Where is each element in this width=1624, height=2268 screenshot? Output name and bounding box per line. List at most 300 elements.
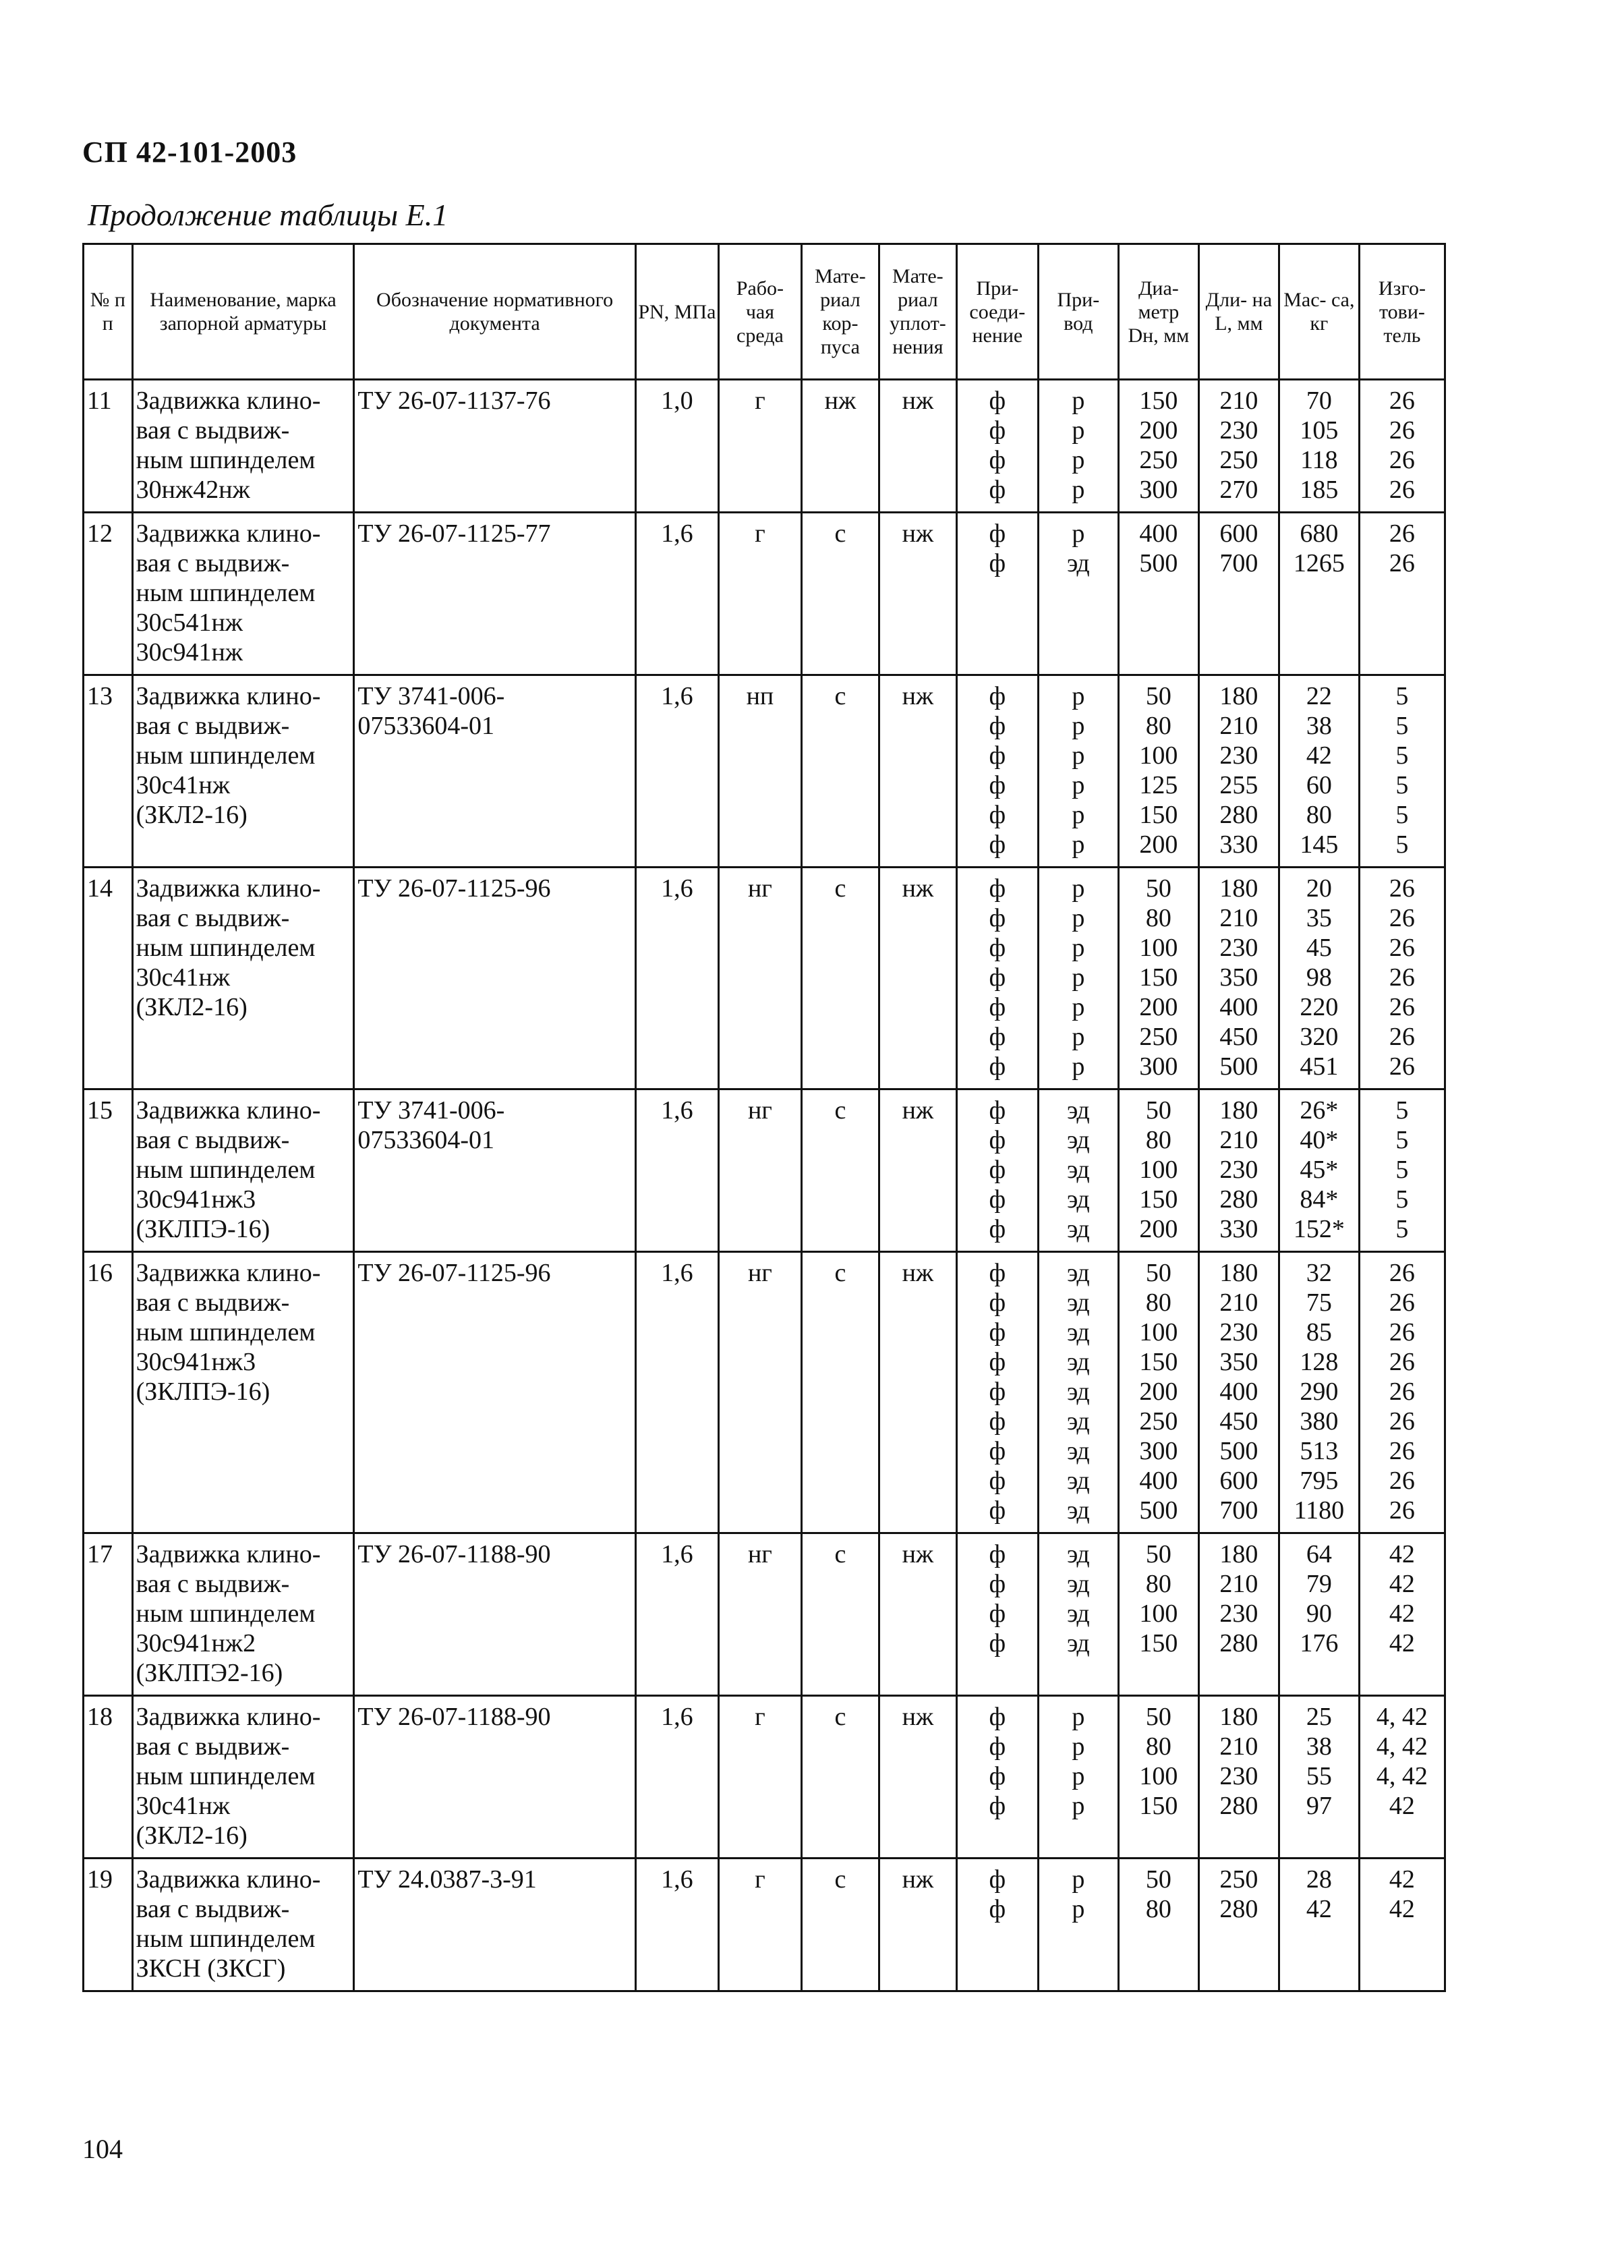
cell-drive-line: р xyxy=(1072,1023,1085,1051)
cell-doc xyxy=(354,1252,636,1533)
cell-len-line: 450 xyxy=(1219,1023,1258,1051)
col-header-body: Мате- риал кор- пуса xyxy=(801,244,879,380)
cell-mfr-line: 26 xyxy=(1389,1052,1415,1081)
cell-no: 19 xyxy=(84,1859,133,1991)
cell-len-line: 700 xyxy=(1219,1496,1258,1525)
cell-name-line: Задвижка клино- xyxy=(136,1259,321,1287)
cell-len-line: 230 xyxy=(1219,1156,1258,1184)
cell-dn xyxy=(1118,380,1198,513)
cell-len xyxy=(1198,1696,1279,1859)
cell-len xyxy=(1198,513,1279,675)
cell-name-line: ным шпинделем xyxy=(136,934,316,962)
cell-mass xyxy=(1279,868,1359,1089)
cell-name-line: (ЗКЛПЭ-16) xyxy=(136,1378,270,1406)
cell-drive-line: р xyxy=(1072,963,1085,992)
cell-mass-line: 1265 xyxy=(1293,549,1345,577)
cell-drive-line: эд xyxy=(1067,1467,1090,1495)
cell-conn-line: ф xyxy=(989,830,1006,859)
cell-mass xyxy=(1279,1089,1359,1252)
cell-mfr xyxy=(1359,1696,1445,1859)
cell-name-line: Задвижка клино- xyxy=(136,1540,321,1568)
cell-mfr-line: 42 xyxy=(1389,1570,1415,1598)
cell-mass-line: 220 xyxy=(1300,993,1339,1021)
cell-mass xyxy=(1279,675,1359,868)
cell-conn-line: ф xyxy=(989,1126,1006,1154)
cell-conn-line: ф xyxy=(989,1599,1006,1628)
cell-drive xyxy=(1038,1252,1118,1533)
cell-seal: нж xyxy=(879,868,956,1089)
cell-doc xyxy=(354,1089,636,1252)
cell-mass-line: 20 xyxy=(1306,874,1332,903)
cell-mfr-line: 5 xyxy=(1395,1185,1409,1214)
cell-body: с xyxy=(801,868,879,1089)
cell-name xyxy=(132,1859,354,1991)
cell-body: с xyxy=(801,1089,879,1252)
cell-len-line: 250 xyxy=(1219,446,1258,474)
cell-mfr-line: 26 xyxy=(1389,993,1415,1021)
cell-mfr xyxy=(1359,868,1445,1089)
cell-mass xyxy=(1279,1859,1359,1991)
cell-name-line: Задвижка клино- xyxy=(136,1096,321,1125)
cell-name-line: 30с941нж3 xyxy=(136,1348,256,1376)
cell-dn-line: 150 xyxy=(1139,1629,1178,1657)
cell-len-line: 280 xyxy=(1219,1792,1258,1820)
cell-conn-line: ф xyxy=(989,1156,1006,1184)
cell-mass-line: 64 xyxy=(1306,1540,1332,1568)
cell-mass-line: 60 xyxy=(1306,771,1332,799)
cell-pn: 1,6 xyxy=(635,1533,718,1696)
cell-mfr-line: 26 xyxy=(1389,1318,1415,1346)
cell-name xyxy=(132,513,354,675)
cell-len xyxy=(1198,675,1279,868)
cell-mass-line: 451 xyxy=(1300,1052,1339,1081)
cell-mfr-line: 42 xyxy=(1389,1895,1415,1923)
cell-mfr-line: 5 xyxy=(1395,1156,1409,1184)
cell-drive-line: эд xyxy=(1067,1096,1090,1125)
cell-dn-line: 200 xyxy=(1139,1215,1178,1243)
cell-drive-line: эд xyxy=(1067,1540,1090,1568)
cell-name xyxy=(132,1089,354,1252)
cell-drive-line: эд xyxy=(1067,1215,1090,1243)
cell-mass xyxy=(1279,513,1359,675)
cell-len-line: 255 xyxy=(1219,771,1258,799)
cell-drive xyxy=(1038,380,1118,513)
cell-conn-line: ф xyxy=(989,1052,1006,1081)
cell-conn-line: ф xyxy=(989,712,1006,740)
cell-dn-line: 100 xyxy=(1139,1599,1178,1628)
cell-doc-line: ТУ 26-07-1125-77 xyxy=(357,519,551,548)
cell-dn-line: 300 xyxy=(1139,476,1178,504)
cell-mass-line: 79 xyxy=(1306,1570,1332,1598)
cell-mfr-line: 26 xyxy=(1389,1407,1415,1436)
cell-drive-line: р xyxy=(1072,771,1085,799)
cell-mfr-line: 26 xyxy=(1389,1023,1415,1051)
cell-env: нг xyxy=(718,1533,801,1696)
col-header-no: № п п xyxy=(84,244,133,380)
cell-len-line: 330 xyxy=(1219,830,1258,859)
cell-pn: 1,6 xyxy=(635,1696,718,1859)
cell-dn-line: 400 xyxy=(1139,519,1178,548)
cell-mass-line: 38 xyxy=(1306,712,1332,740)
cell-drive-line: р xyxy=(1072,712,1085,740)
cell-mfr-line: 4, 42 xyxy=(1376,1703,1428,1731)
cell-mass-line: 97 xyxy=(1306,1792,1332,1820)
cell-name xyxy=(132,380,354,513)
cell-dn-line: 250 xyxy=(1139,1407,1178,1436)
cell-conn-line: ф xyxy=(989,1895,1006,1923)
cell-name-line: ным шпинделем xyxy=(136,1762,316,1790)
cell-mfr-line: 26 xyxy=(1389,1288,1415,1317)
table-header-row xyxy=(84,244,1445,380)
cell-name-line: 30с941нж3 xyxy=(136,1185,256,1214)
cell-mfr-line: 42 xyxy=(1389,1792,1415,1820)
cell-drive-line: эд xyxy=(1067,1437,1090,1465)
cell-mass-line: 145 xyxy=(1300,830,1339,859)
cell-mfr xyxy=(1359,1252,1445,1533)
cell-mfr-line: 5 xyxy=(1395,801,1409,829)
col-header-mass: Мас- са, кг xyxy=(1279,244,1359,380)
cell-name-line: Задвижка клино- xyxy=(136,387,321,415)
cell-name-line: 30с941нж xyxy=(136,638,243,667)
cell-mfr-line: 26 xyxy=(1389,549,1415,577)
cell-mfr-line: 26 xyxy=(1389,387,1415,415)
cell-mass-line: 380 xyxy=(1300,1407,1339,1436)
cell-seal: нж xyxy=(879,1533,956,1696)
cell-drive-line: эд xyxy=(1067,1378,1090,1406)
cell-dn-line: 50 xyxy=(1145,1703,1171,1731)
cell-drive-line: р xyxy=(1072,1732,1085,1761)
cell-seal: нж xyxy=(879,380,956,513)
cell-len-line: 600 xyxy=(1219,1467,1258,1495)
cell-no: 18 xyxy=(84,1696,133,1859)
cell-dn-line: 100 xyxy=(1139,1318,1178,1346)
cell-mfr-line: 26 xyxy=(1389,1437,1415,1465)
cell-mfr-line: 42 xyxy=(1389,1865,1415,1894)
cell-body: с xyxy=(801,675,879,868)
cell-mass-line: 85 xyxy=(1306,1318,1332,1346)
cell-drive-line: р xyxy=(1072,446,1085,474)
cell-body: нж xyxy=(801,380,879,513)
cell-conn-line: ф xyxy=(989,1467,1006,1495)
col-header-len: Дли- на L, мм xyxy=(1198,244,1279,380)
cell-name-line: вая с выдвиж- xyxy=(136,904,290,932)
cell-drive-line: эд xyxy=(1067,1259,1090,1287)
cell-conn-line: ф xyxy=(989,801,1006,829)
cell-drive-line: эд xyxy=(1067,1570,1090,1598)
cell-dn xyxy=(1118,868,1198,1089)
cell-doc-line: ТУ 24.0387-3-91 xyxy=(357,1865,537,1894)
cell-drive-line: эд xyxy=(1067,1185,1090,1214)
cell-mfr-line: 26 xyxy=(1389,416,1415,445)
cell-seal: нж xyxy=(879,1859,956,1991)
cell-conn-line: ф xyxy=(989,1215,1006,1243)
cell-dn-line: 500 xyxy=(1139,1496,1178,1525)
cell-conn-line: ф xyxy=(989,904,1006,932)
cell-doc xyxy=(354,1859,636,1991)
cell-name xyxy=(132,868,354,1089)
cell-mass-line: 40* xyxy=(1300,1126,1339,1154)
cell-name-line: ным шпинделем xyxy=(136,1599,316,1628)
cell-dn-line: 200 xyxy=(1139,416,1178,445)
cell-env: нг xyxy=(718,868,801,1089)
cell-name xyxy=(132,1252,354,1533)
cell-name-line: ным шпинделем xyxy=(136,741,316,770)
cell-name-line: Задвижка клино- xyxy=(136,519,321,548)
cell-mfr xyxy=(1359,1089,1445,1252)
col-header-env: Рабо- чая среда xyxy=(718,244,801,380)
cell-len-line: 230 xyxy=(1219,934,1258,962)
cell-mass-line: 55 xyxy=(1306,1762,1332,1790)
cell-dn-line: 100 xyxy=(1139,1156,1178,1184)
table-row xyxy=(84,1859,1445,1991)
cell-drive-line: р xyxy=(1072,830,1085,859)
cell-name xyxy=(132,675,354,868)
cell-dn-line: 400 xyxy=(1139,1467,1178,1495)
cell-conn-line: ф xyxy=(989,519,1006,548)
cell-conn-line: ф xyxy=(989,993,1006,1021)
cell-dn xyxy=(1118,1859,1198,1991)
cell-len-line: 600 xyxy=(1219,519,1258,548)
cell-dn-line: 200 xyxy=(1139,830,1178,859)
cell-len-line: 280 xyxy=(1219,1629,1258,1657)
cell-doc xyxy=(354,1696,636,1859)
cell-dn-line: 100 xyxy=(1139,741,1178,770)
cell-conn xyxy=(956,1089,1038,1252)
cell-conn-line: ф xyxy=(989,1792,1006,1820)
table-body xyxy=(84,380,1445,1991)
cell-mfr-line: 4, 42 xyxy=(1376,1732,1428,1761)
cell-conn-line: ф xyxy=(989,1288,1006,1317)
cell-drive-line: р xyxy=(1072,1703,1085,1731)
cell-conn xyxy=(956,380,1038,513)
cell-body: с xyxy=(801,1252,879,1533)
cell-drive xyxy=(1038,1533,1118,1696)
cell-pn: 1,6 xyxy=(635,1859,718,1991)
cell-dn-line: 80 xyxy=(1145,904,1171,932)
cell-dn-line: 150 xyxy=(1139,963,1178,992)
cell-drive-line: эд xyxy=(1067,1599,1090,1628)
cell-drive-line: эд xyxy=(1067,1629,1090,1657)
cell-mass-line: 176 xyxy=(1300,1629,1339,1657)
table-caption: Продолжение таблицы Е.1 xyxy=(88,198,448,232)
cell-len-line: 180 xyxy=(1219,1096,1258,1125)
cell-seal: нж xyxy=(879,513,956,675)
cell-name-line: 30с541нж xyxy=(136,608,243,637)
cell-drive-line: эд xyxy=(1067,1318,1090,1346)
cell-mfr-line: 26 xyxy=(1389,934,1415,962)
cell-len-line: 230 xyxy=(1219,741,1258,770)
cell-conn xyxy=(956,675,1038,868)
cell-mass-line: 42 xyxy=(1306,741,1332,770)
cell-len-line: 400 xyxy=(1219,993,1258,1021)
cell-len-line: 280 xyxy=(1219,1185,1258,1214)
cell-len-line: 210 xyxy=(1219,1570,1258,1598)
cell-drive-line: р xyxy=(1072,1792,1085,1820)
cell-name-line: 30с941нж2 xyxy=(136,1629,256,1657)
cell-mass-line: 84* xyxy=(1300,1185,1339,1214)
cell-name-line: вая с выдвиж- xyxy=(136,1732,290,1761)
cell-body: с xyxy=(801,1696,879,1859)
cell-len-line: 180 xyxy=(1219,1540,1258,1568)
cell-name-line: (ЗКЛ2-16) xyxy=(136,993,248,1021)
cell-conn xyxy=(956,1696,1038,1859)
table-row xyxy=(84,1252,1445,1533)
cell-drive-line: р xyxy=(1072,1865,1085,1894)
cell-dn-line: 80 xyxy=(1145,1126,1171,1154)
cell-name-line: Задвижка клино- xyxy=(136,682,321,710)
col-header-doc: Обозначение нормативного документа xyxy=(354,244,636,380)
cell-name-line: Задвижка клино- xyxy=(136,1703,321,1731)
cell-mfr-line: 42 xyxy=(1389,1599,1415,1628)
cell-conn-line: ф xyxy=(989,963,1006,992)
col-header-mfr: Изго- тови- тель xyxy=(1359,244,1445,380)
cell-name-line: вая с выдвиж- xyxy=(136,1288,290,1317)
cell-doc xyxy=(354,675,636,868)
cell-conn xyxy=(956,868,1038,1089)
cell-name-line: вая с выдвиж- xyxy=(136,1895,290,1923)
cell-mfr-line: 26 xyxy=(1389,1467,1415,1495)
cell-dn-line: 500 xyxy=(1139,549,1178,577)
cell-name-line: вая с выдвиж- xyxy=(136,712,290,740)
cell-mfr xyxy=(1359,1533,1445,1696)
cell-doc-line: ТУ 26-07-1137-76 xyxy=(357,387,551,415)
cell-drive-line: эд xyxy=(1067,1348,1090,1376)
cell-conn-line: ф xyxy=(989,1762,1006,1790)
cell-conn-line: ф xyxy=(989,682,1006,710)
cell-mfr-line: 5 xyxy=(1395,1096,1409,1125)
cell-name-line: вая с выдвиж- xyxy=(136,1570,290,1598)
cell-dn-line: 300 xyxy=(1139,1052,1178,1081)
cell-len-line: 700 xyxy=(1219,549,1258,577)
cell-mfr-line: 5 xyxy=(1395,1215,1409,1243)
cell-len-line: 180 xyxy=(1219,874,1258,903)
cell-mass xyxy=(1279,380,1359,513)
col-header-seal: Мате- риал уплот- нения xyxy=(879,244,956,380)
cell-doc-line: ТУ 3741-006- xyxy=(357,682,505,710)
cell-no: 17 xyxy=(84,1533,133,1696)
cell-drive xyxy=(1038,868,1118,1089)
cell-name xyxy=(132,1533,354,1696)
cell-mass-line: 35 xyxy=(1306,904,1332,932)
cell-len-line: 280 xyxy=(1219,801,1258,829)
cell-mass-line: 105 xyxy=(1300,416,1339,445)
cell-doc-line: ТУ 26-07-1188-90 xyxy=(357,1540,551,1568)
cell-mfr-line: 26 xyxy=(1389,874,1415,903)
cell-mfr-line: 5 xyxy=(1395,1126,1409,1154)
cell-mass-line: 70 xyxy=(1306,387,1332,415)
page-number: 104 xyxy=(82,2134,123,2164)
cell-mass xyxy=(1279,1533,1359,1696)
cell-drive xyxy=(1038,513,1118,675)
cell-mass xyxy=(1279,1696,1359,1859)
cell-conn-line: ф xyxy=(989,416,1006,445)
cell-len-line: 180 xyxy=(1219,1259,1258,1287)
cell-mass-line: 320 xyxy=(1300,1023,1339,1051)
cell-len-line: 330 xyxy=(1219,1215,1258,1243)
cell-no: 16 xyxy=(84,1252,133,1533)
cell-name-line: вая с выдвиж- xyxy=(136,1126,290,1154)
cell-conn-line: ф xyxy=(989,1703,1006,1731)
valve-spec-table xyxy=(82,243,1446,1992)
cell-mfr-line: 26 xyxy=(1389,1259,1415,1287)
cell-dn xyxy=(1118,1252,1198,1533)
cell-dn-line: 150 xyxy=(1139,387,1178,415)
cell-env: нг xyxy=(718,1089,801,1252)
cell-drive-line: р xyxy=(1072,682,1085,710)
cell-name-line: ным шпинделем xyxy=(136,1925,316,1953)
cell-mfr-line: 5 xyxy=(1395,830,1409,859)
cell-len-line: 210 xyxy=(1219,712,1258,740)
cell-mass-line: 32 xyxy=(1306,1259,1332,1287)
cell-drive xyxy=(1038,1696,1118,1859)
cell-mass-line: 28 xyxy=(1306,1865,1332,1894)
cell-seal: нж xyxy=(879,1696,956,1859)
cell-drive-line: эд xyxy=(1067,1156,1090,1184)
cell-mass-line: 795 xyxy=(1300,1467,1339,1495)
cell-len-line: 250 xyxy=(1219,1865,1258,1894)
cell-mfr xyxy=(1359,675,1445,868)
cell-len-line: 500 xyxy=(1219,1437,1258,1465)
cell-mass-line: 22 xyxy=(1306,682,1332,710)
cell-len-line: 210 xyxy=(1219,904,1258,932)
cell-name-line: Задвижка клино- xyxy=(136,1865,321,1894)
cell-len-line: 230 xyxy=(1219,1318,1258,1346)
cell-name-line: ным шпинделем xyxy=(136,446,316,474)
cell-drive-line: р xyxy=(1072,416,1085,445)
cell-conn-line: ф xyxy=(989,771,1006,799)
cell-mass-line: 90 xyxy=(1306,1599,1332,1628)
cell-doc-line: ТУ 26-07-1125-96 xyxy=(357,1259,551,1287)
cell-mfr-line: 26 xyxy=(1389,904,1415,932)
cell-dn-line: 150 xyxy=(1139,1792,1178,1820)
cell-drive-line: р xyxy=(1072,801,1085,829)
cell-no: 12 xyxy=(84,513,133,675)
cell-mfr-line: 26 xyxy=(1389,476,1415,504)
cell-conn-line: ф xyxy=(989,446,1006,474)
cell-mass-line: 25 xyxy=(1306,1703,1332,1731)
cell-body: с xyxy=(801,1859,879,1991)
cell-conn-line: ф xyxy=(989,1629,1006,1657)
cell-drive-line: р xyxy=(1072,741,1085,770)
cell-conn-line: ф xyxy=(989,1348,1006,1376)
document-code: СП 42-101-2003 xyxy=(82,136,297,169)
cell-mfr-line: 26 xyxy=(1389,1496,1415,1525)
cell-dn-line: 50 xyxy=(1145,1259,1171,1287)
cell-len xyxy=(1198,1533,1279,1696)
cell-dn-line: 150 xyxy=(1139,801,1178,829)
table-row xyxy=(84,868,1445,1089)
cell-pn: 1,6 xyxy=(635,1252,718,1533)
cell-len-line: 230 xyxy=(1219,1599,1258,1628)
cell-dn-line: 200 xyxy=(1139,1378,1178,1406)
cell-drive-line: р xyxy=(1072,1762,1085,1790)
cell-body: с xyxy=(801,513,879,675)
cell-name-line: ным шпинделем xyxy=(136,1156,316,1184)
cell-dn-line: 50 xyxy=(1145,1540,1171,1568)
cell-conn-line: ф xyxy=(989,549,1006,577)
cell-dn xyxy=(1118,675,1198,868)
table-row xyxy=(84,675,1445,868)
cell-dn xyxy=(1118,1533,1198,1696)
cell-dn-line: 200 xyxy=(1139,993,1178,1021)
cell-drive-line: р xyxy=(1072,387,1085,415)
cell-doc-line: ТУ 26-07-1188-90 xyxy=(357,1703,551,1731)
cell-mfr-line: 26 xyxy=(1389,1348,1415,1376)
cell-drive-line: эд xyxy=(1067,1288,1090,1317)
table-row xyxy=(84,1089,1445,1252)
cell-conn-line: ф xyxy=(989,1496,1006,1525)
cell-len-line: 270 xyxy=(1219,476,1258,504)
